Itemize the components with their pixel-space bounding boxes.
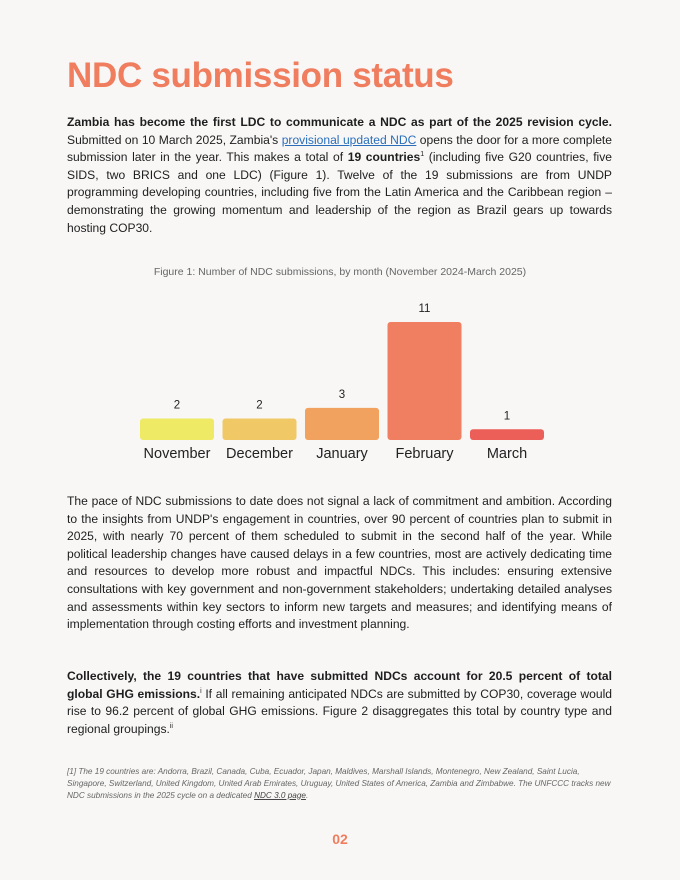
- intro-lead: Zambia has become the first LDC to communicate a NDC as part of the 2025 revision cycle.: [67, 115, 612, 129]
- pace-paragraph: The pace of NDC submissions to date does not signal a lack of commitment and ambition. According to the insights from UNDP's engagement in countries, over 90 percent of countries plan to submit in 2025, with nearly 70 percent of them scheduled to submit in the second half of the year. While political leadership changes have caused delays in a few countries, most are actively dedicating time and resources to develop more robust and impactful NDCs. This includes: ensuring extensive consultations with key government and non-government stakeholders; undertaking detailed analyses and assessments within key sectors to inform new targets and measures; and identifying means of implementation through costing efforts and investment planning.: [67, 494, 612, 632]
- footnote: [67, 766, 612, 801]
- bar-january: [305, 408, 379, 440]
- footnote-text: [1] The 19 countries are: Andorra, Brazil, Canada, Cuba, Ecuador, Japan, Maldives, Marshall Islands, Montenegro, New Zealand, Saint Lucia, Singapore, Switzerland, United Kingdom, United Arab Emirates, Uruguay, United States of America, Zambia and Zimbabwe. The UNFCCC tracks new NDC submissions in the 2025 cycle on a dedicated: [67, 767, 611, 800]
- value-label-february: 11: [418, 303, 431, 315]
- emissions-text: If all remaining anticipated NDCs are submitted by COP30, coverage would rise to 96.2 percent of global GHG emissions. Figure 2 disaggregates this total by country type and regional groupings.: [67, 686, 612, 736]
- footnote-ref-1[interactable]: 1: [420, 151, 425, 159]
- tick-label-february: February: [395, 446, 454, 462]
- emissions-paragraph: [67, 668, 612, 738]
- footnote-ref-i[interactable]: i: [200, 687, 202, 695]
- intro-text-1: Submitted on 10 March 2025, Zambia's: [67, 132, 282, 147]
- footnote-ref-ii[interactable]: ii: [169, 722, 173, 730]
- intro-country-count: 19 countries: [347, 150, 421, 165]
- value-label-january: 3: [338, 388, 346, 401]
- bar-december: [223, 419, 297, 440]
- bar-february: [388, 322, 462, 440]
- ndc3-page-link[interactable]: NDC 3.0 page: [254, 790, 306, 800]
- bar-march: [470, 429, 544, 440]
- emissions-lead: Collectively, the 19 countries that have submitted NDCs account for 20.5 percent of total global GHG emissions.: [67, 669, 612, 701]
- tick-label-november: November: [143, 446, 211, 462]
- provisional-ndc-link[interactable]: provisional updated NDC: [281, 132, 417, 147]
- value-label-march: 1: [503, 410, 511, 423]
- value-label-december: 2: [256, 399, 263, 412]
- intro-text-3: (including five G20 countries, five SIDS, two BRICS and one LDC) (Figure 1). Twelve of the 19 submissions are from UNDP programming developing countries, including five from the Latin America and the Caribbean region – demonstrating the growing momentum and leadership of the region as Brazil gears up towards hosting COP30.: [67, 150, 613, 235]
- intro-paragraph: [67, 114, 612, 237]
- figure-title: Figure 1: Number of NDC submissions, by month (November 2024-March 2025): [153, 266, 527, 278]
- tick-label-december: December: [226, 446, 293, 462]
- tick-label-march: March: [486, 446, 528, 462]
- tick-label-january: January: [316, 446, 368, 462]
- page-number: 02: [332, 831, 348, 847]
- intro-text-2: opens the door for a more complete submission later in the year. This makes a total of: [67, 132, 613, 165]
- value-label-november: 2: [173, 399, 181, 412]
- ndc-submissions-bar-chart: [0, 290, 680, 470]
- page-title: NDC submission status: [67, 56, 454, 95]
- bar-november: [140, 419, 214, 440]
- footnote-end: .: [305, 790, 309, 800]
